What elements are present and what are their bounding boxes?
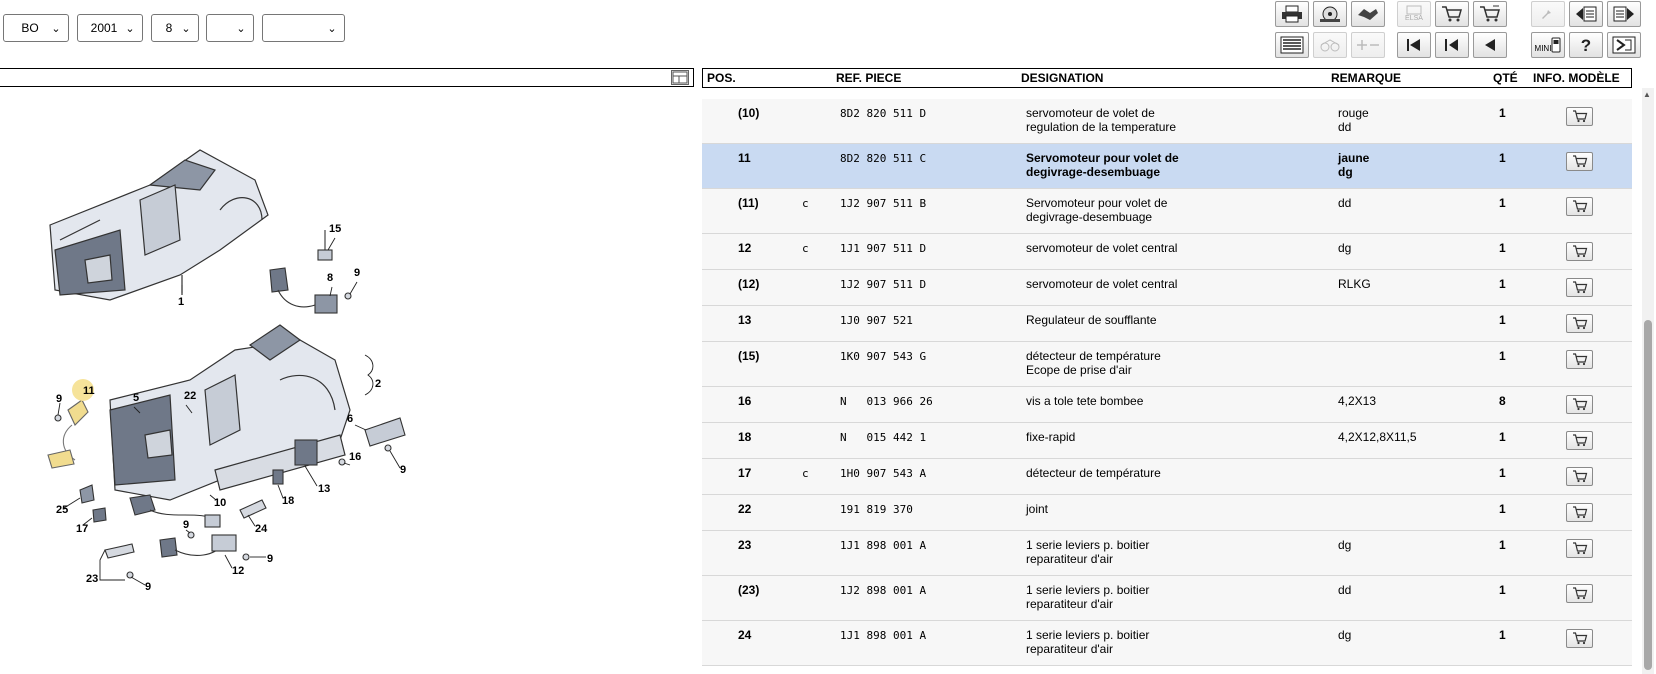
row-designation	[1026, 106, 1326, 134]
row-ref-number: N 015 442 1	[840, 431, 927, 444]
row-ref-number: 1J1 898 001 A	[840, 629, 927, 642]
row-ref-number: N 013 966 26	[840, 395, 933, 408]
row-designation-line1: Servomoteur pour volet de	[1026, 196, 1168, 210]
row-remark	[1338, 430, 1488, 444]
heater-box-lower	[110, 325, 350, 500]
row-designation-line2: degivrage-desembuage	[1026, 210, 1153, 224]
cart-icon	[1572, 155, 1588, 168]
row-designation	[1026, 277, 1326, 291]
row-remark	[1338, 583, 1488, 597]
option-select[interactable]	[206, 14, 254, 42]
callout-1[interactable]: 1	[178, 296, 185, 308]
row-c-flag: c	[802, 467, 809, 480]
row-pos: (23)	[738, 583, 760, 597]
row-remark-line2: dg	[1338, 165, 1353, 179]
chevron-down-icon: ⌄	[327, 22, 337, 35]
col-designation-header: DESIGNATION	[1021, 71, 1104, 85]
handshake-button[interactable]	[1351, 1, 1385, 27]
row-pos: 18	[738, 430, 752, 444]
cart-icon	[1572, 506, 1588, 519]
row-pos: 13	[738, 313, 752, 327]
row-pos: 24	[738, 628, 752, 642]
row-designation-line1: détecteur de température	[1026, 466, 1161, 480]
add-to-cart-button[interactable]	[1566, 629, 1593, 648]
row-pos: 17	[738, 466, 752, 480]
row-designation-line1: 1 serie leviers p. boitier	[1026, 583, 1150, 597]
row-designation-line2: reparatiteur d'air	[1026, 642, 1113, 656]
col-pos-header: POS.	[707, 71, 736, 85]
row-designation	[1026, 628, 1326, 656]
row-pos: 22	[738, 502, 752, 516]
next-page-button[interactable]	[1607, 1, 1641, 27]
question-icon	[1577, 36, 1595, 54]
row-designation	[1026, 430, 1326, 444]
callout-9[interactable]: 9	[354, 267, 361, 279]
parts-table-body	[702, 99, 1632, 666]
add-to-cart-button[interactable]	[1566, 539, 1593, 558]
row-designation-line1: 1 serie leviers p. boitier	[1026, 628, 1150, 642]
row-ref-number: 191 819 370	[840, 503, 913, 516]
row-designation	[1026, 538, 1326, 566]
panel-icon	[672, 71, 688, 84]
row-remark	[1338, 151, 1488, 179]
row-designation	[1026, 583, 1326, 611]
row-designation	[1026, 349, 1326, 377]
row-designation	[1026, 196, 1326, 224]
previous-page-icon	[1574, 5, 1598, 23]
add-to-cart-button[interactable]	[1566, 503, 1593, 522]
table-row[interactable]	[702, 234, 1632, 270]
callout-23[interactable]: 23	[86, 573, 99, 585]
callout-13[interactable]: 13	[318, 483, 331, 495]
row-remark-line1: RLKG	[1338, 277, 1371, 291]
row-qty: 1	[1499, 628, 1506, 642]
row-qty: 1	[1499, 277, 1506, 291]
col-remark-header: REMARQUE	[1331, 71, 1402, 85]
row-ref-number: 1H0 907 543 A	[840, 467, 927, 480]
row-pos: (10)	[738, 106, 760, 120]
row-pos: 23	[738, 538, 752, 552]
monitor-icon	[1406, 5, 1422, 15]
row-pos: (15)	[738, 349, 760, 363]
exit-button[interactable]	[1607, 32, 1641, 58]
next-page-icon	[1612, 5, 1636, 23]
cart-icon	[1572, 398, 1588, 411]
callout-9[interactable]: 9	[400, 464, 407, 476]
add-to-cart-button[interactable]	[1566, 314, 1593, 333]
callout-9[interactable]: 9	[267, 553, 274, 565]
pin-button[interactable]	[1531, 1, 1565, 27]
col-qty-header: QTÉ	[1493, 71, 1518, 85]
row-pos: (12)	[738, 277, 760, 291]
row-remark-line1: 4,2X12,8X11,5	[1338, 430, 1417, 444]
callout-9[interactable]: 9	[145, 581, 152, 593]
row-qty: 1	[1499, 349, 1506, 363]
row-ref-number: 1J2 907 511 D	[840, 278, 927, 291]
row-qty: 1	[1499, 430, 1506, 444]
row-designation-line2: regulation de la temperature	[1026, 120, 1177, 134]
cart-icon	[1572, 281, 1588, 294]
mini-button[interactable]	[1531, 32, 1565, 58]
chevron-down-icon: ⌄	[51, 22, 61, 35]
row-qty: 8	[1499, 394, 1506, 408]
model-select-value: BO	[21, 21, 39, 35]
row-remark-line1: dg	[1338, 538, 1352, 552]
list-view-button[interactable]	[1275, 32, 1309, 58]
table-row[interactable]	[702, 189, 1632, 234]
row-pos: (11)	[738, 196, 759, 210]
vehicle-icon	[1318, 36, 1342, 54]
row-remark	[1338, 106, 1488, 134]
row-remark	[1338, 277, 1488, 291]
table-row[interactable]	[702, 531, 1632, 576]
step-back-icon	[1442, 36, 1462, 54]
row-ref-number: 8D2 820 511 D	[840, 107, 927, 120]
table-row[interactable]	[702, 423, 1632, 459]
row-designation-line1: Regulateur de soufflante	[1026, 313, 1157, 327]
add-to-cart-button[interactable]	[1566, 107, 1593, 126]
row-designation-line2: degivrage-desembuage	[1026, 165, 1161, 179]
elsa-label: ELSA	[1405, 15, 1423, 22]
row-designation-line2: reparatiteur d'air	[1026, 552, 1113, 566]
vehicle-button[interactable]	[1313, 32, 1347, 58]
row-ref-number: 1J1 907 511 D	[840, 242, 927, 255]
row-designation	[1026, 313, 1326, 327]
row-designation-line1: Servomoteur pour volet de	[1026, 151, 1179, 165]
cart-icon	[1572, 587, 1588, 600]
table-row[interactable]	[702, 459, 1632, 495]
print-button[interactable]	[1275, 1, 1309, 27]
scrollbar-thumb[interactable]	[1644, 320, 1652, 670]
table-row[interactable]	[702, 306, 1632, 342]
add-to-cart-button[interactable]	[1566, 395, 1593, 414]
add-to-cart-button[interactable]	[1566, 584, 1593, 603]
table-scrollbar[interactable]	[1642, 88, 1654, 674]
row-ref-number: 1J1 898 001 A	[840, 539, 927, 552]
row-designation	[1026, 394, 1326, 408]
row-remark	[1338, 241, 1488, 255]
expand-collapse-button[interactable]	[1351, 32, 1385, 58]
callout-17[interactable]: 17	[76, 523, 89, 535]
callout-15[interactable]: 15	[329, 223, 342, 235]
cart-export-button[interactable]	[1473, 1, 1507, 27]
callout-10[interactable]: 10	[214, 497, 227, 509]
row-designation-line1: fixe-rapid	[1026, 430, 1076, 444]
row-remark	[1338, 628, 1488, 642]
row-qty: 1	[1499, 538, 1506, 552]
col-info-header: INFO. MODÈLE	[1533, 71, 1620, 85]
row-qty: 1	[1499, 196, 1506, 210]
row-designation-line1: servomoteur de volet central	[1026, 241, 1178, 255]
cart-icon	[1572, 470, 1588, 483]
row-remark-line1: jaune	[1338, 151, 1370, 165]
row-designation-line1: vis a tole tete bombee	[1026, 394, 1144, 408]
col-ref-header: REF. PIECE	[836, 71, 902, 85]
model-select[interactable]	[3, 14, 69, 42]
phone-icon	[1551, 37, 1561, 53]
row-designation-line1: servomoteur de volet central	[1026, 277, 1178, 291]
row-designation-line1: 1 serie leviers p. boitier	[1026, 538, 1150, 552]
callout-18[interactable]: 18	[282, 495, 295, 507]
table-row[interactable]	[702, 144, 1632, 189]
pin-icon	[1539, 5, 1557, 23]
chevron-down-icon: ⌄	[236, 22, 246, 35]
parts-table-header	[702, 68, 1632, 88]
cart-button[interactable]	[1435, 1, 1469, 27]
cart-icon	[1572, 245, 1588, 258]
mini-label: MINI	[1534, 44, 1552, 53]
add-to-cart-button[interactable]	[1566, 278, 1593, 297]
table-row[interactable]	[702, 270, 1632, 306]
row-pos: 12	[738, 241, 752, 255]
row-remark	[1338, 538, 1488, 552]
row-designation-line2: Ecope de prise d'air	[1026, 363, 1132, 377]
cart-icon	[1572, 434, 1588, 447]
handshake-icon	[1356, 5, 1380, 23]
row-qty: 1	[1499, 241, 1506, 255]
row-remark	[1338, 196, 1488, 210]
callout-9[interactable]: 9	[56, 393, 63, 405]
row-c-flag: c	[802, 197, 809, 210]
row-qty: 1	[1499, 583, 1506, 597]
plus-minus-icon	[1356, 36, 1380, 54]
list-icon	[1280, 36, 1304, 54]
add-to-cart-button[interactable]	[1566, 197, 1593, 216]
row-designation-line1: joint	[1026, 502, 1049, 516]
row-designation	[1026, 151, 1326, 179]
row-ref-number: 1K0 907 543 G	[840, 350, 927, 363]
callout-2[interactable]: 2	[375, 378, 382, 390]
cart-icon	[1572, 353, 1588, 366]
first-page-button[interactable]	[1397, 32, 1431, 58]
first-page-icon	[1404, 36, 1424, 54]
cart-arrow-icon	[1479, 5, 1501, 23]
callout-22[interactable]: 22	[184, 390, 197, 402]
variant-select[interactable]	[151, 14, 199, 42]
table-row[interactable]	[702, 495, 1632, 531]
disc-search-icon	[1318, 5, 1342, 23]
row-designation	[1026, 502, 1326, 516]
cart-icon	[1572, 542, 1588, 555]
cart-icon	[1572, 200, 1588, 213]
row-designation	[1026, 241, 1326, 255]
callout-12[interactable]: 12	[232, 565, 245, 577]
highlighted-part-11	[48, 400, 88, 468]
table-row[interactable]	[702, 576, 1632, 621]
callout-16[interactable]: 16	[349, 451, 362, 463]
cart-icon	[1572, 317, 1588, 330]
callout-25[interactable]: 25	[56, 504, 69, 516]
variant-select-value: 8	[165, 21, 173, 35]
add-to-cart-button[interactable]	[1566, 350, 1593, 369]
extra-select[interactable]	[262, 14, 345, 42]
row-remark-line1: 4,2X13	[1338, 394, 1377, 408]
callout-9[interactable]: 9	[183, 519, 190, 531]
callout-11[interactable]: 11	[83, 385, 95, 397]
table-row[interactable]	[702, 342, 1632, 387]
row-c-flag: c	[802, 242, 809, 255]
search-disc-button[interactable]	[1313, 1, 1347, 27]
diagram-panel-header	[0, 68, 694, 87]
row-qty: 1	[1499, 466, 1506, 480]
row-qty: 1	[1499, 151, 1506, 165]
add-to-cart-button[interactable]	[1566, 242, 1593, 261]
cart-icon	[1572, 110, 1588, 123]
row-designation	[1026, 466, 1326, 480]
row-ref-number: 1J0 907 521	[840, 314, 913, 327]
row-ref-number: 8D2 820 511 C	[840, 152, 927, 165]
previous-button[interactable]	[1435, 32, 1469, 58]
diagram-toggle-button[interactable]	[671, 70, 689, 85]
chevron-down-icon: ⌄	[181, 22, 191, 35]
row-designation-line1: servomoteur de volet de	[1026, 106, 1155, 120]
callout-8[interactable]: 8	[327, 272, 334, 284]
cart-icon	[1572, 632, 1588, 645]
row-ref-number: 1J2 898 001 A	[840, 584, 927, 597]
row-pos: 11	[738, 151, 751, 165]
row-pos: 16	[738, 394, 752, 408]
printer-icon	[1281, 5, 1303, 23]
row-designation-line1: détecteur de température	[1026, 349, 1161, 363]
cart-icon	[1441, 5, 1463, 23]
table-row[interactable]	[702, 387, 1632, 423]
row-remark-line1: rouge	[1338, 106, 1369, 120]
row-remark-line1: dg	[1338, 628, 1352, 642]
previous-page-button[interactable]	[1569, 1, 1603, 27]
triangle-left-icon	[1480, 36, 1500, 54]
table-row[interactable]	[702, 621, 1632, 666]
chevron-down-icon: ⌄	[125, 22, 135, 35]
row-ref-number: 1J2 907 511 B	[840, 197, 927, 210]
row-designation-line2: reparatiteur d'air	[1026, 597, 1113, 611]
scroll-up-arrow-icon[interactable]: ▲	[1643, 90, 1651, 99]
callout-6[interactable]: 6	[347, 413, 354, 425]
row-remark	[1338, 394, 1488, 408]
add-to-cart-button[interactable]	[1566, 431, 1593, 450]
row-remark-line2: dd	[1338, 120, 1352, 134]
add-to-cart-button[interactable]	[1566, 152, 1593, 171]
elsa-button[interactable]	[1397, 1, 1431, 27]
back-button[interactable]	[1473, 32, 1507, 58]
table-row[interactable]	[702, 99, 1632, 144]
row-remark-line1: dd	[1338, 583, 1352, 597]
year-select[interactable]	[77, 14, 143, 42]
row-remark-line1: dg	[1338, 241, 1352, 255]
svg-text:?: ?	[1580, 36, 1592, 54]
parts-diagram	[0, 90, 694, 674]
year-select-value: 2001	[90, 21, 118, 35]
row-qty: 1	[1499, 313, 1506, 327]
callout-24[interactable]: 24	[255, 523, 268, 535]
callout-5[interactable]: 5	[133, 392, 140, 404]
heater-box-upper	[50, 150, 268, 300]
row-remark-line1: dd	[1338, 196, 1352, 210]
help-button[interactable]	[1569, 32, 1603, 58]
row-qty: 1	[1499, 106, 1506, 120]
row-qty: 1	[1499, 502, 1506, 516]
add-to-cart-button[interactable]	[1566, 467, 1593, 486]
exit-icon	[1612, 36, 1636, 54]
